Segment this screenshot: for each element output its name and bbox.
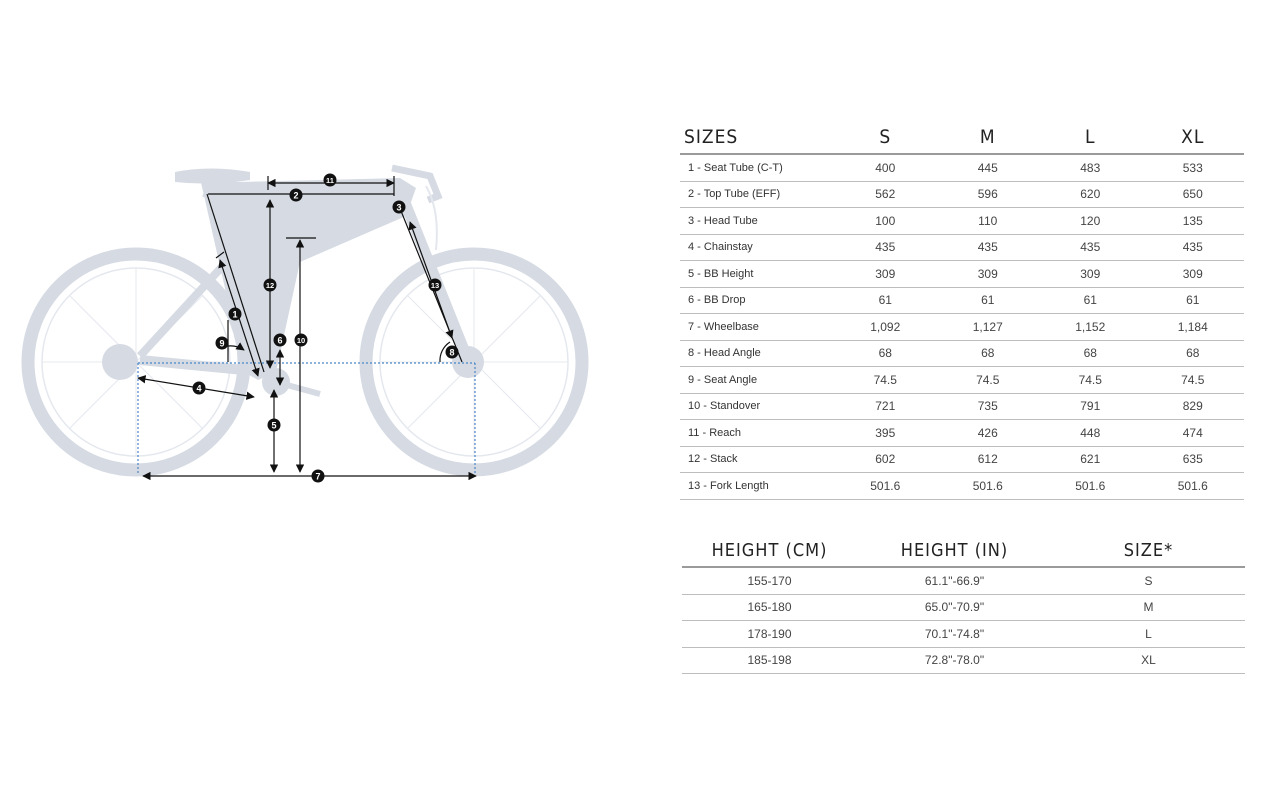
geometry-cell: 61 xyxy=(937,287,1040,314)
geometry-cell: 1,152 xyxy=(1039,314,1142,341)
geometry-row-label: 9 - Seat Angle xyxy=(680,367,834,394)
callout-7 xyxy=(312,470,325,483)
geometry-row-label: 4 - Chainstay xyxy=(680,234,834,261)
geometry-cell: 448 xyxy=(1039,420,1142,447)
callout-4 xyxy=(193,382,206,395)
geometry-cell: 435 xyxy=(937,234,1040,261)
geometry-row-label: 13 - Fork Length xyxy=(680,473,834,500)
geometry-cell: 445 xyxy=(937,154,1040,181)
svg-text:11: 11 xyxy=(326,176,334,185)
geometry-row-label: 10 - Standover xyxy=(680,393,834,420)
callout-5 xyxy=(268,419,281,432)
geometry-cell: 621 xyxy=(1039,446,1142,473)
geometry-row xyxy=(680,261,1244,288)
geometry-row xyxy=(680,208,1244,235)
geometry-cell: 1,184 xyxy=(1142,314,1245,341)
callout-12 xyxy=(264,279,277,292)
geometry-cell: 61 xyxy=(1142,287,1245,314)
geometry-cell: 1,127 xyxy=(937,314,1040,341)
callout-2 xyxy=(290,189,303,202)
geometry-row-label: 8 - Head Angle xyxy=(680,340,834,367)
geometry-cell: 100 xyxy=(834,208,937,235)
size-column-m: M xyxy=(937,120,1040,154)
geometry-cell: 74.5 xyxy=(937,367,1040,394)
size-column-s: S xyxy=(834,120,937,154)
svg-text:5: 5 xyxy=(271,420,277,431)
geometry-cell: 120 xyxy=(1039,208,1142,235)
geometry-row-label: 2 - Top Tube (EFF) xyxy=(680,181,834,208)
callout-1 xyxy=(229,308,242,321)
size-chart-cell: 185-198 xyxy=(682,647,857,674)
size-chart-header-row xyxy=(682,535,1245,567)
geometry-row xyxy=(680,234,1244,261)
geometry-cell: 501.6 xyxy=(1039,473,1142,500)
bike-geometry-diagram xyxy=(18,118,600,508)
geometry-cell: 612 xyxy=(937,446,1040,473)
geometry-cell: 1,092 xyxy=(834,314,937,341)
svg-text:1: 1 xyxy=(232,309,238,320)
geometry-row xyxy=(680,393,1244,420)
geometry-cell: 395 xyxy=(834,420,937,447)
geometry-cell: 435 xyxy=(1142,234,1245,261)
geometry-cell: 309 xyxy=(834,261,937,288)
size-chart-cell: 65.0"-70.9" xyxy=(857,594,1052,621)
geometry-row xyxy=(680,314,1244,341)
size-chart-cell: 61.1"-66.9" xyxy=(857,567,1052,594)
size-chart-cell: 155-170 xyxy=(682,567,857,594)
geometry-row-label: 12 - Stack xyxy=(680,446,834,473)
svg-text:9: 9 xyxy=(219,338,225,349)
geometry-row xyxy=(680,367,1244,394)
geometry-cell: 110 xyxy=(937,208,1040,235)
size-chart-cell: L xyxy=(1052,621,1245,648)
size-chart-row xyxy=(682,647,1245,674)
geometry-cell: 309 xyxy=(1039,261,1142,288)
callout-13 xyxy=(429,279,442,292)
geometry-cell: 68 xyxy=(1142,340,1245,367)
geometry-cell: 791 xyxy=(1039,393,1142,420)
svg-text:13: 13 xyxy=(430,281,440,290)
callout-11 xyxy=(324,174,337,187)
geometry-cell: 620 xyxy=(1039,181,1142,208)
size-chart-cell: 72.8"-78.0" xyxy=(857,647,1052,674)
size-chart-row xyxy=(682,621,1245,648)
svg-text:2: 2 xyxy=(293,190,299,201)
geometry-row xyxy=(680,154,1244,181)
geometry-row-label: 6 - BB Drop xyxy=(680,287,834,314)
geometry-row xyxy=(680,420,1244,447)
geometry-row xyxy=(680,446,1244,473)
geometry-cell: 596 xyxy=(937,181,1040,208)
svg-text:6: 6 xyxy=(277,335,283,346)
svg-text:7: 7 xyxy=(315,471,321,482)
geometry-row-label: 11 - Reach xyxy=(680,420,834,447)
height-in-header: HEIGHT (IN) xyxy=(857,535,1052,567)
geometry-header-row xyxy=(680,120,1244,154)
svg-text:4: 4 xyxy=(196,383,202,394)
size-chart-row xyxy=(682,594,1245,621)
callout-8 xyxy=(446,346,459,359)
size-chart-table xyxy=(682,535,1245,674)
geometry-row-label: 3 - Head Tube xyxy=(680,208,834,235)
callout-3 xyxy=(393,201,406,214)
geometry-cell: 721 xyxy=(834,393,937,420)
geometry-cell: 501.6 xyxy=(834,473,937,500)
geometry-cell: 74.5 xyxy=(834,367,937,394)
geometry-row xyxy=(680,473,1244,500)
geometry-cell: 309 xyxy=(1142,261,1245,288)
geometry-cell: 829 xyxy=(1142,393,1245,420)
callout-10 xyxy=(295,334,308,347)
geometry-cell: 501.6 xyxy=(1142,473,1245,500)
geometry-cell: 61 xyxy=(1039,287,1142,314)
svg-text:3: 3 xyxy=(396,202,402,213)
callout-6 xyxy=(274,334,287,347)
geometry-cell: 74.5 xyxy=(1142,367,1245,394)
geometry-cell: 533 xyxy=(1142,154,1245,181)
geometry-cell: 68 xyxy=(834,340,937,367)
size-header: SIZE* xyxy=(1052,535,1245,567)
geometry-cell: 501.6 xyxy=(937,473,1040,500)
saddle xyxy=(175,169,250,184)
geometry-cell: 135 xyxy=(1142,208,1245,235)
size-chart-cell: M xyxy=(1052,594,1245,621)
geometry-table-body xyxy=(680,154,1244,499)
geometry-cell: 635 xyxy=(1142,446,1245,473)
geometry-row-label: 1 - Seat Tube (C-T) xyxy=(680,154,834,181)
geometry-row xyxy=(680,181,1244,208)
svg-text:10: 10 xyxy=(296,336,306,345)
frame xyxy=(200,178,416,380)
geometry-cell: 309 xyxy=(937,261,1040,288)
geometry-row-label: 7 - Wheelbase xyxy=(680,314,834,341)
geometry-cell: 68 xyxy=(937,340,1040,367)
size-chart-cell: 165-180 xyxy=(682,594,857,621)
size-chart-body xyxy=(682,567,1245,674)
svg-text:8: 8 xyxy=(449,347,455,358)
geometry-row-label: 5 - BB Height xyxy=(680,261,834,288)
geometry-cell: 602 xyxy=(834,446,937,473)
geometry-cell: 735 xyxy=(937,393,1040,420)
size-chart-cell: 70.1"-74.8" xyxy=(857,621,1052,648)
geometry-cell: 426 xyxy=(937,420,1040,447)
geometry-row xyxy=(680,287,1244,314)
size-chart-cell: 178-190 xyxy=(682,621,857,648)
geometry-table xyxy=(680,120,1244,500)
geometry-row xyxy=(680,340,1244,367)
size-column-xl: XL xyxy=(1142,120,1245,154)
size-column-l: L xyxy=(1039,120,1142,154)
geometry-cell: 474 xyxy=(1142,420,1245,447)
geometry-cell: 483 xyxy=(1039,154,1142,181)
geometry-cell: 68 xyxy=(1039,340,1142,367)
geometry-cell: 435 xyxy=(834,234,937,261)
height-cm-header: HEIGHT (CM) xyxy=(682,535,857,567)
geometry-cell: 61 xyxy=(834,287,937,314)
svg-text:12: 12 xyxy=(265,281,275,290)
size-chart-row xyxy=(682,567,1245,594)
geometry-cell: 74.5 xyxy=(1039,367,1142,394)
geometry-cell: 400 xyxy=(834,154,937,181)
geometry-cell: 435 xyxy=(1039,234,1142,261)
callout-9 xyxy=(216,337,229,350)
bike-silhouette xyxy=(28,168,582,470)
size-chart-cell: S xyxy=(1052,567,1245,594)
sizes-header: SIZES xyxy=(680,120,834,154)
geometry-cell: 650 xyxy=(1142,181,1245,208)
geometry-cell: 562 xyxy=(834,181,937,208)
size-chart-cell: XL xyxy=(1052,647,1245,674)
